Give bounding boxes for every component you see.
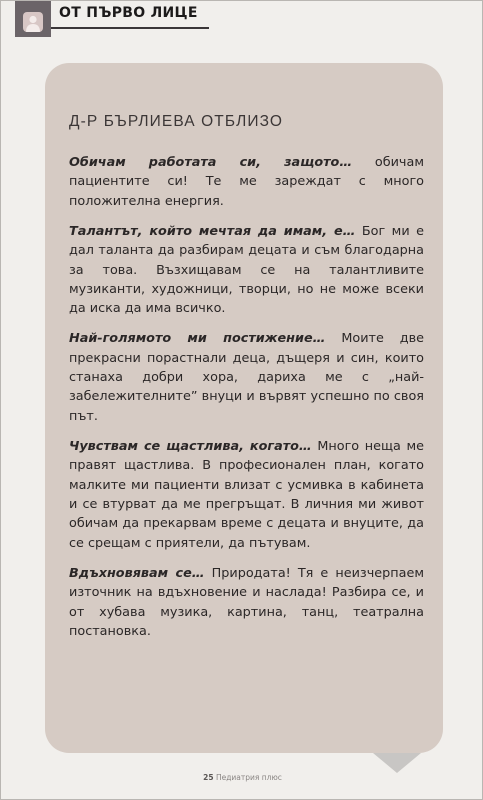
card-pointer: [373, 753, 421, 773]
paragraph: [69, 153, 424, 211]
paragraph-text: Моите две прекрасни порастнали деца, дъщеря и син, които станаха добри хора, дариха ме с „най-забележителните” внуци и вървят успешно по своя път.: [69, 331, 424, 424]
person-icon: [23, 12, 43, 32]
card-body: [69, 153, 424, 652]
page-footer: [1, 773, 483, 782]
paragraph: [69, 222, 424, 319]
paragraph-text: обичам пациентите си! Те ме зареждат с много положителна енергия.: [69, 155, 424, 209]
paragraph-lead: Талантът, който мечтая да имам, е…: [69, 223, 356, 239]
paragraph: [69, 437, 424, 553]
paragraph-text: Природата! Тя е неизчерпаем източник на вдъхновение и наслада! Разбира се, и от хубава музика, картина, танц, театрална постановка.: [69, 565, 424, 639]
section-title: ОТ ПЪРВО ЛИЦЕ: [59, 5, 198, 21]
paragraph: [69, 329, 424, 426]
page-number: 25: [203, 773, 214, 782]
paragraph-lead: Най-голямото ми постижение…: [69, 331, 326, 347]
header-underline: [51, 27, 209, 29]
publication-name: Педиатрия плюс: [215, 773, 282, 782]
paragraph-text: Бог ми е дал таланта да разбирам децата и съм благодарна за това. Възхищавам се на талантливите музиканти, художници, творци, но не може всеки да иска да има всичко.: [69, 223, 424, 317]
paragraph-lead: Вдъхновявам се…: [69, 565, 205, 581]
paragraph-lead: Чувствам се щастлива, когато…: [69, 438, 312, 454]
header-badge: [15, 1, 51, 37]
paragraph-lead: Обичам работата си, защото…: [69, 155, 353, 170]
card-title: Д-Р БЪРЛИЕВА ОТБЛИЗО: [69, 113, 284, 130]
paragraph-text: Много неща ме правят щастлива. В професионален план, когато малките ми пациенти влизат с усмивка в кабинета и се втурват да ме прегръщат. В личния ми живот обичам да прекарвам време с децата и внуците, да се срещам с приятели, да пътувам.: [69, 438, 424, 551]
paragraph: [69, 564, 424, 642]
